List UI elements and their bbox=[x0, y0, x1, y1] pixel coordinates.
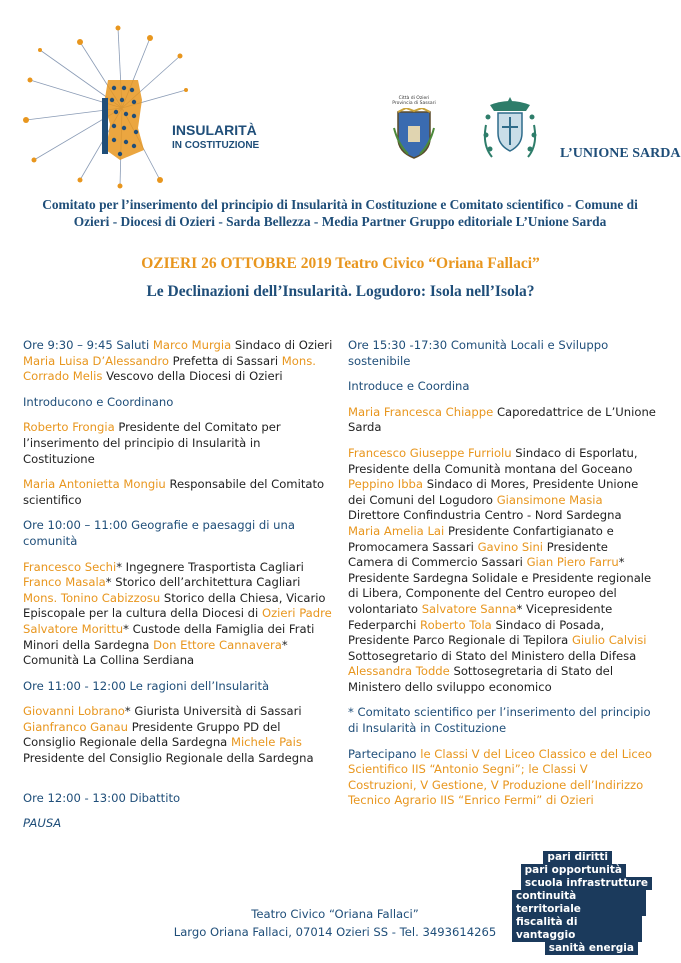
insularita-logo-graphic bbox=[20, 20, 190, 190]
speaker-calvisi: Giulio Calvisi bbox=[571, 633, 647, 648]
speaker-lobrano: Giovanni Lobrano bbox=[23, 704, 125, 719]
comitato-note: * Comitato scientifico per l’inserimento del principio di Insularità in Costituzione bbox=[348, 705, 651, 736]
speaker-murgia: Marco Murgia bbox=[152, 338, 232, 352]
role-lai: Presidente Confartigianato e Promocamera Sassari bbox=[348, 523, 614, 554]
saluti-block bbox=[23, 338, 335, 385]
role-cabizzosu: Storico della Chiesa, Vicario Episcopale per la cultura della Diocesi di bbox=[23, 590, 326, 621]
footer-address bbox=[170, 905, 500, 941]
comunita-block bbox=[348, 446, 656, 696]
citta-ozieri-label bbox=[392, 96, 436, 106]
ozieri-crest-icon bbox=[392, 108, 436, 160]
speaker-furriolu: Francesco Giuseppe Furriolu bbox=[348, 445, 512, 460]
diocesi-coat-of-arms-icon bbox=[478, 95, 542, 161]
speaker-ganau: Gianfranco Ganau bbox=[23, 719, 129, 734]
logo-text bbox=[172, 122, 259, 154]
speaker-sanna: Salvatore Sanna bbox=[421, 601, 517, 616]
speaker-morittu: Ozieri Padre Salvatore Morittu bbox=[23, 606, 332, 636]
introducono-heading: Introducono e Coordinano bbox=[23, 394, 174, 409]
speaker-dalessandro: Maria Luisa D’Alessandro bbox=[23, 353, 169, 368]
role-ganau: Presidente Gruppo PD del Consiglio Regionale della Sardegna bbox=[23, 719, 281, 750]
speaker-frongia: Roberto Frongia bbox=[23, 420, 115, 435]
speaker-tola: Roberto Tola bbox=[420, 617, 492, 632]
role-farru: * Presidente Sardegna Solidale e Presidente regionale di Libera, Componente del Centro europeo del volontariato bbox=[348, 555, 652, 616]
geografie-block bbox=[23, 560, 335, 669]
role-frongia: Presidente del Comitato per l’inserimento del principio di Insularità in Costituzione bbox=[23, 420, 281, 466]
speaker-chiappe: Maria Francesca Chiappe bbox=[348, 404, 494, 419]
citta-label-2: Provincia di Sassari bbox=[392, 101, 436, 106]
speaker-sechi: Francesco Sechi bbox=[23, 559, 117, 574]
speaker-lai: Maria Amelia Lai bbox=[348, 523, 445, 538]
frongia-block bbox=[23, 420, 335, 467]
role-melis: Vescovo della Diocesi di Ozieri bbox=[102, 369, 283, 384]
role-murgia: Sindaco di Ozieri bbox=[231, 338, 333, 352]
citta-label-1: Città di Ozieri bbox=[398, 96, 430, 101]
role-sechi: * Ingegnere Trasportista Cagliari bbox=[116, 559, 304, 574]
speaker-melis: Mons. Corrado Melis bbox=[23, 353, 316, 384]
speaker-cannavera: Don Ettore Cannavera bbox=[153, 637, 282, 652]
role-mongiu: Responsabile del Comitato scientifico bbox=[23, 477, 325, 507]
tag-item: fiscalità di vantaggio bbox=[512, 916, 642, 942]
tag-item: scuola infrastrutture bbox=[521, 877, 652, 890]
geografie-heading: Ore 10:00 – 11:00 Geografie e paesaggi di una comunità bbox=[23, 518, 295, 548]
speaker-masia: Giansimone Masia bbox=[496, 492, 603, 507]
footer-venue: Teatro Civico “Oriana Fallaci” bbox=[251, 907, 419, 921]
role-tola: Sindaco di Posada, Presidente Parco Regionale di Tepilora bbox=[348, 617, 605, 648]
chiappe-block bbox=[348, 405, 656, 436]
speaker-ibba: Peppino Ibba bbox=[348, 477, 424, 492]
role-pais: Presidente del Consiglio Regionale della Sardegna bbox=[23, 751, 314, 766]
partecipano-label: Partecipano bbox=[348, 746, 421, 761]
speaker-todde: Alessandra Todde bbox=[348, 664, 450, 679]
committee-text: Comitato per l’inserimento del principio di Insularità in Costituzione e Comitato scientifico - Comune di Ozieri - Diocesi di Ozieri - Sarda Bellezza - Media Partner Gruppo editoriale L’Unione Sarda bbox=[42, 197, 638, 229]
role-masia: Direttore Confindustria Centro - Nord Sardegna bbox=[348, 508, 622, 523]
footer-contact: Largo Oriana Fallaci, 07014 Ozieri SS - Tel. 3493614265 bbox=[173, 925, 497, 939]
role-masala: * Storico dell’architettura Cagliari bbox=[105, 575, 301, 590]
role-sini: Presidente Camera di Commercio Sassari bbox=[348, 539, 608, 570]
speaker-mongiu: Maria Antonietta Mongiu bbox=[23, 477, 166, 492]
saluti-time: Ore 9:30 – 9:45 Saluti bbox=[23, 338, 153, 352]
role-lobrano: * Giurista Università di Sassari bbox=[124, 704, 302, 719]
program-right-column bbox=[348, 338, 656, 819]
speaker-cabizzosu: Mons. Tonino Cabizzosu bbox=[23, 590, 161, 605]
tag-item: pari opportunità bbox=[521, 864, 626, 877]
dibattito-heading: Ore 12:00 - 13:00 Dibattito bbox=[23, 790, 181, 805]
role-calvisi: Sottosegretario di Stato del Ministero della Difesa bbox=[348, 648, 637, 663]
speaker-pais: Michele Pais bbox=[230, 735, 302, 750]
logo-line1: INSULARITÀ bbox=[172, 122, 257, 138]
speaker-masala: Franco Masala bbox=[23, 575, 106, 590]
ragioni-heading: Ore 11:00 - 12:00 Le ragioni dell’Insularità bbox=[23, 678, 270, 693]
tag-item: pari diritti bbox=[543, 851, 612, 864]
role-ibba: Sindaco di Mores, Presidente Unione dei Comuni del Logudoro bbox=[348, 477, 639, 507]
speaker-sini: Gavino Sini bbox=[477, 539, 544, 554]
pausa-text: PAUSA bbox=[23, 816, 62, 831]
comunita-heading: Ore 15:30 -17:30 Comunità Locali e Sviluppo sostenibile bbox=[348, 338, 609, 368]
event-subtitle: Le Declinazioni dell’Insularità. Logudoro: Isola nell’Isola? bbox=[146, 283, 535, 300]
role-morittu: * Custode della Famiglia dei Frati Minori della Sardegna bbox=[23, 621, 315, 652]
tag-item: continuità territoriale bbox=[512, 890, 646, 916]
ragioni-block bbox=[23, 704, 335, 766]
unione-sarda-logo: L’UNIONE SARDA bbox=[560, 146, 681, 161]
tag-item: sanità energia bbox=[545, 942, 638, 955]
introduce-heading: Introduce e Coordina bbox=[348, 379, 470, 394]
mongiu-block bbox=[23, 477, 335, 508]
role-sanna: * Vicepresidente Federparchi bbox=[348, 601, 613, 632]
role-dalessandro: Prefetta di Sassari bbox=[168, 353, 282, 368]
role-todde: Sottosegretaria di Stato del Ministero dello sviluppo economico bbox=[348, 664, 614, 694]
role-cannavera: * Comunità La Collina Serdiana bbox=[23, 637, 288, 668]
partecipano-block bbox=[348, 747, 656, 809]
program-left-column bbox=[23, 338, 335, 842]
role-furriolu: Sindaco di Esporlatu, Presidente della Comunità montana del Goceano bbox=[348, 445, 638, 476]
speaker-farru: Gian Piero Farru bbox=[526, 555, 619, 570]
logo-line2: IN COSTITUZIONE bbox=[172, 140, 260, 151]
role-chiappe: Caporedattrice de L’Unione Sarda bbox=[348, 404, 656, 435]
keywords-tag-block bbox=[512, 851, 652, 955]
partecipano-classi: le Classi V del Liceo Classico e del Liceo Scientifico IIS “Antonio Segni”; le Classi V Costruzioni, V Gestione, V Produzione dell’Indirizzo Tecnico Agrario IIS “Enrico Fermi” di Ozieri bbox=[348, 746, 653, 808]
event-line: OZIERI 26 OTTOBRE 2019 Teatro Civico “Oriana Fallaci” bbox=[141, 255, 540, 272]
